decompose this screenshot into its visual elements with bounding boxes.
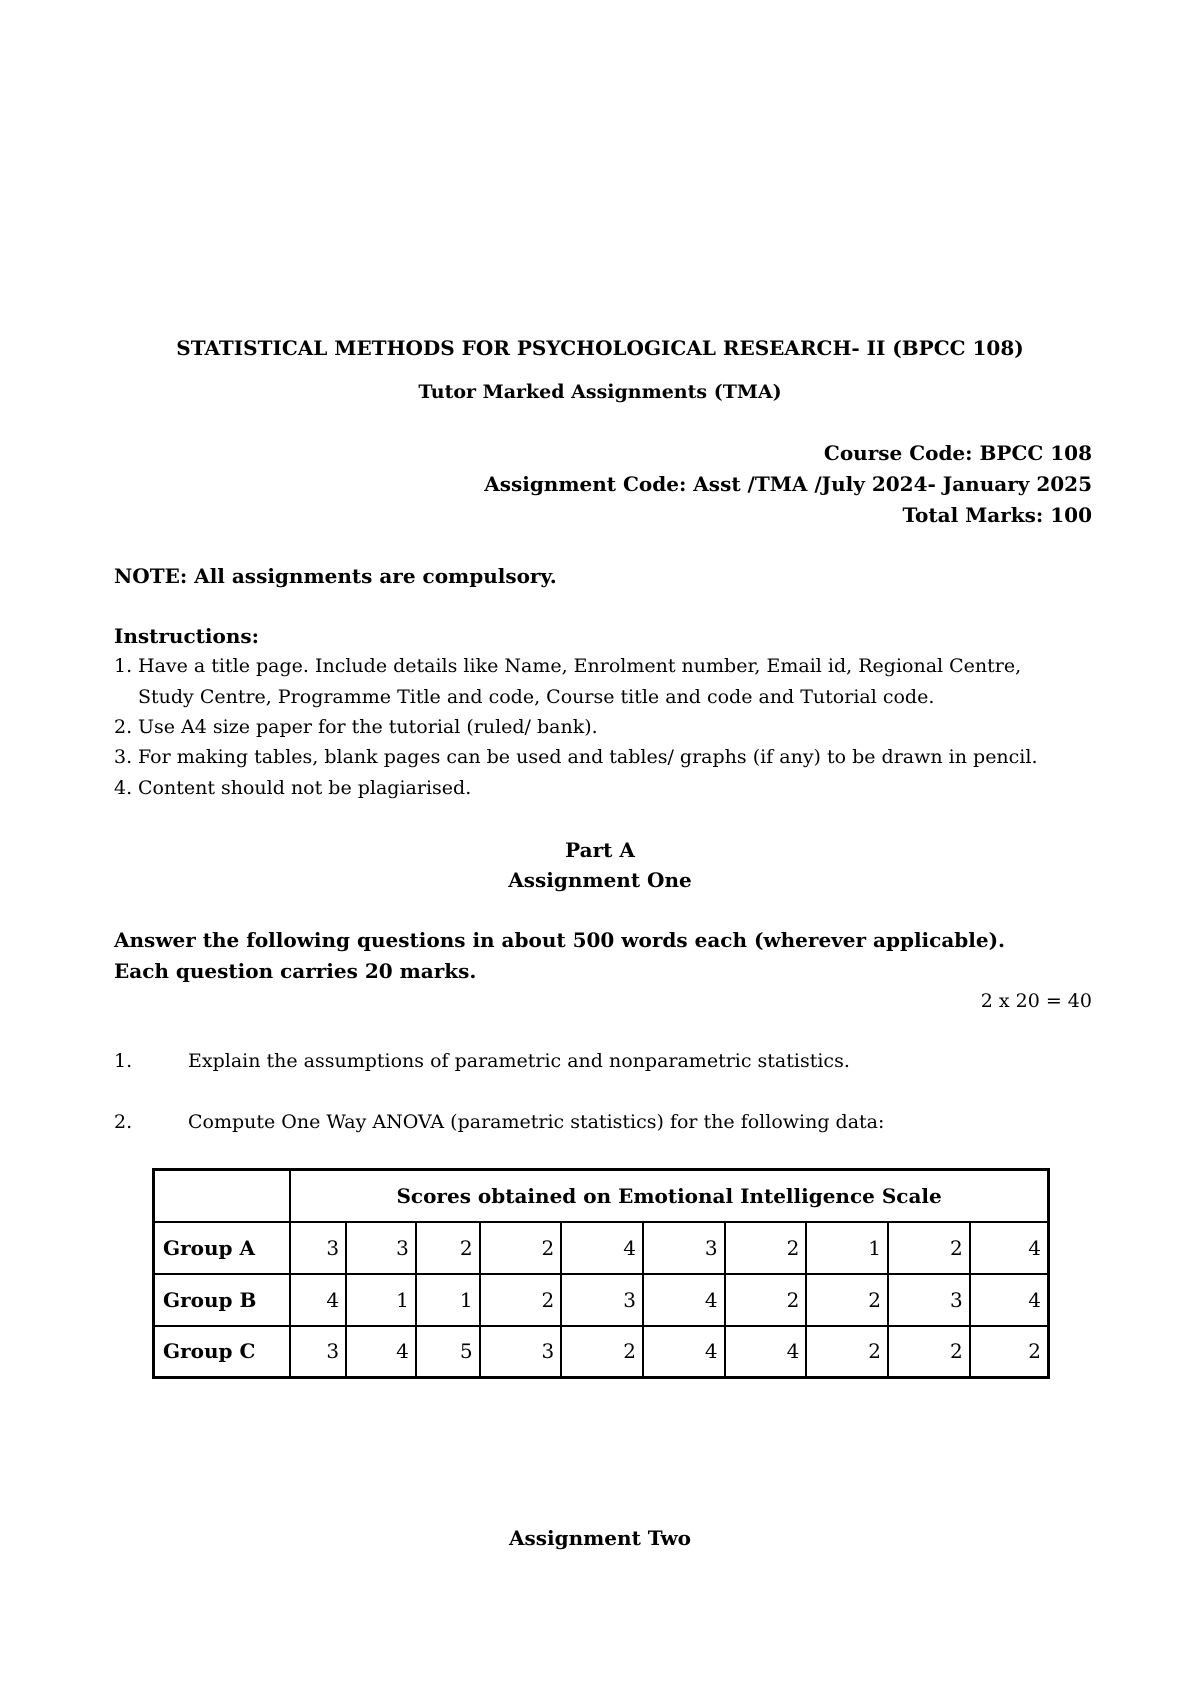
table-cell: 2 [725, 1274, 807, 1326]
table-cell: 1 [346, 1274, 416, 1326]
table-cell: 4 [970, 1274, 1049, 1326]
instruction-number: 1. [114, 655, 133, 677]
document-title: STATISTICAL METHODS FOR PSYCHOLOGICAL RESEARCH- II (BPCC 108) [176, 336, 1024, 360]
table-cell: 1 [416, 1274, 480, 1326]
instruction-number: 4. [114, 777, 133, 799]
table-cell: 2 [888, 1222, 970, 1274]
table-cell: 3 [290, 1326, 346, 1378]
question-number: 2. [114, 1111, 133, 1133]
table-cell: 4 [970, 1222, 1049, 1274]
directive-line-1: Answer the following questions in about 500 words each (wherever applicable). [114, 928, 1006, 952]
document-subtitle: Tutor Marked Assignments (TMA) [418, 381, 782, 403]
assignment-two-heading: Assignment Two [508, 1526, 692, 1550]
table-cell: 4 [725, 1326, 807, 1378]
table-cell: 1 [806, 1222, 888, 1274]
table-cell: 2 [480, 1222, 562, 1274]
table-row [154, 1326, 1049, 1378]
assignment-code: Assignment Code: Asst /TMA /July 2024- January 2025 [484, 472, 1092, 496]
instruction-item [114, 655, 1021, 677]
total-marks: Total Marks: 100 [902, 503, 1092, 527]
table-cell: 3 [290, 1222, 346, 1274]
table-cell: 3 [643, 1222, 725, 1274]
row-label: Group A [154, 1222, 291, 1274]
instruction-number: 2. [114, 716, 133, 738]
course-code: Course Code: BPCC 108 [823, 441, 1092, 465]
table-corner-cell [154, 1170, 291, 1222]
instruction-item [114, 777, 471, 799]
directive-line-2: Each question carries 20 marks. [114, 959, 477, 983]
instruction-text: Study Centre, Programme Title and code, Course title and code and Tutorial code. [138, 686, 935, 708]
table-cell: 4 [290, 1274, 346, 1326]
note: NOTE: All assignments are compulsory. [114, 564, 557, 588]
instruction-text: Have a title page. Include details like Name, Enrolment number, Email id, Regional Centre, [138, 655, 1022, 677]
question-text: Compute One Way ANOVA (parametric statistics) for the following data: [188, 1111, 885, 1133]
table-cell: 2 [561, 1326, 643, 1378]
table-cell: 5 [416, 1326, 480, 1378]
table-cell: 4 [561, 1222, 643, 1274]
assignment-one-heading: Assignment One [508, 868, 692, 892]
instruction-text: For making tables, blank pages can be used and tables/ graphs (if any) to be drawn in pencil. [138, 746, 1038, 768]
row-label: Group C [154, 1326, 291, 1378]
instruction-item [114, 716, 598, 738]
table-row [154, 1222, 1049, 1274]
table-cell: 2 [480, 1274, 562, 1326]
table-cell: 4 [643, 1326, 725, 1378]
table-header: Scores obtained on Emotional Intelligence Scale [290, 1170, 1048, 1222]
scores-table [152, 1168, 1050, 1379]
table-cell: 2 [806, 1326, 888, 1378]
table-cell: 4 [643, 1274, 725, 1326]
table-cell: 2 [970, 1326, 1049, 1378]
instructions-heading: Instructions: [114, 624, 260, 648]
table-cell: 3 [346, 1222, 416, 1274]
table-cell: 2 [725, 1222, 807, 1274]
question-number: 1. [114, 1050, 133, 1072]
instruction-item [114, 746, 1038, 768]
marks-formula: 2 x 20 = 40 [980, 990, 1092, 1012]
table-row [154, 1274, 1049, 1326]
instruction-text: Use A4 size paper for the tutorial (ruled/ bank). [138, 716, 598, 738]
row-label: Group B [154, 1274, 291, 1326]
instruction-text: Content should not be plagiarised. [138, 777, 472, 799]
table-cell: 4 [346, 1326, 416, 1378]
table-cell: 2 [806, 1274, 888, 1326]
table-cell: 2 [416, 1222, 480, 1274]
part-heading: Part A [565, 838, 635, 862]
table-cell: 3 [480, 1326, 562, 1378]
instruction-item-continuation [114, 686, 934, 708]
table-header-row [154, 1170, 1049, 1222]
table-cell: 3 [561, 1274, 643, 1326]
instruction-number: 3. [114, 746, 133, 768]
table-cell: 2 [888, 1326, 970, 1378]
question-text: Explain the assumptions of parametric and nonparametric statistics. [188, 1050, 850, 1072]
table-cell: 3 [888, 1274, 970, 1326]
